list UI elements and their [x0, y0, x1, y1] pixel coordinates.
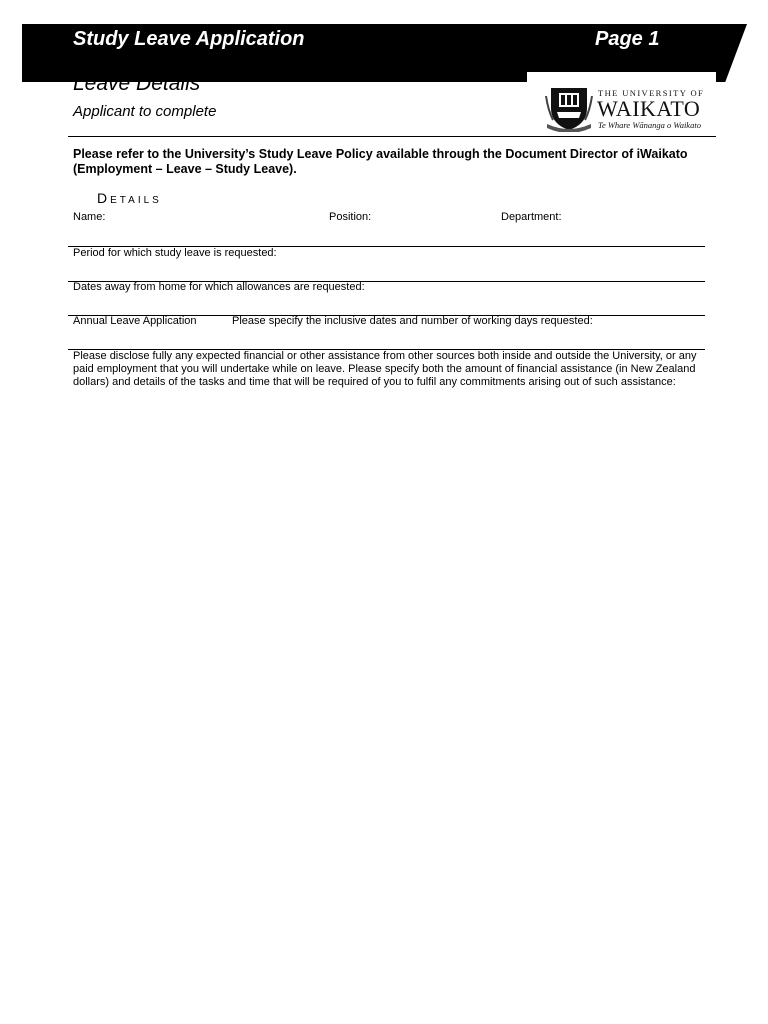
- logo-name: WAIKATO: [597, 96, 701, 121]
- disclosure-instruction: Please disclose fully any expected financial or other assistance from other sources both inside and outside the University, or any paid employment that you will undertake while on leave. Please specify both the amount of financial assistance (in New Zealand dollars) and details of the tasks and time that will be required of you to fulfil any commitments arising out of such assistance:: [73, 350, 697, 388]
- policy-note: Please refer to the University’s Study Leave Policy available through the Document Director of iWaikato (Employment – Leave – Study Leave).: [73, 147, 688, 176]
- logo-maori: Te Whare Wānanga o Waikato: [598, 120, 701, 130]
- position-label: Position:: [329, 211, 372, 223]
- university-crest-icon: [545, 84, 593, 132]
- section-title-text: Leave Details: [73, 72, 201, 95]
- annual-leave-label: Annual Leave Application: [73, 315, 197, 327]
- dates-away-label: Dates away from home for which allowances are requested:: [73, 281, 365, 293]
- section-title: [73, 72, 200, 96]
- logo-line: THE UNIVERSITY OF: [598, 88, 705, 98]
- page-number: Page 1: [595, 28, 660, 50]
- department-label: Department:: [501, 211, 562, 223]
- period-label: Period for which study leave is requested:: [73, 247, 277, 259]
- section-subtitle: Applicant to complete: [73, 103, 217, 120]
- details-heading: Details: [97, 190, 162, 206]
- university-logo: [527, 72, 716, 134]
- form-title: Study Leave Application: [73, 28, 305, 50]
- divider: [68, 136, 716, 137]
- annual-leave-instruction: Please specify the inclusive dates and number of working days requested:: [232, 315, 593, 327]
- name-label: Name:: [73, 211, 106, 223]
